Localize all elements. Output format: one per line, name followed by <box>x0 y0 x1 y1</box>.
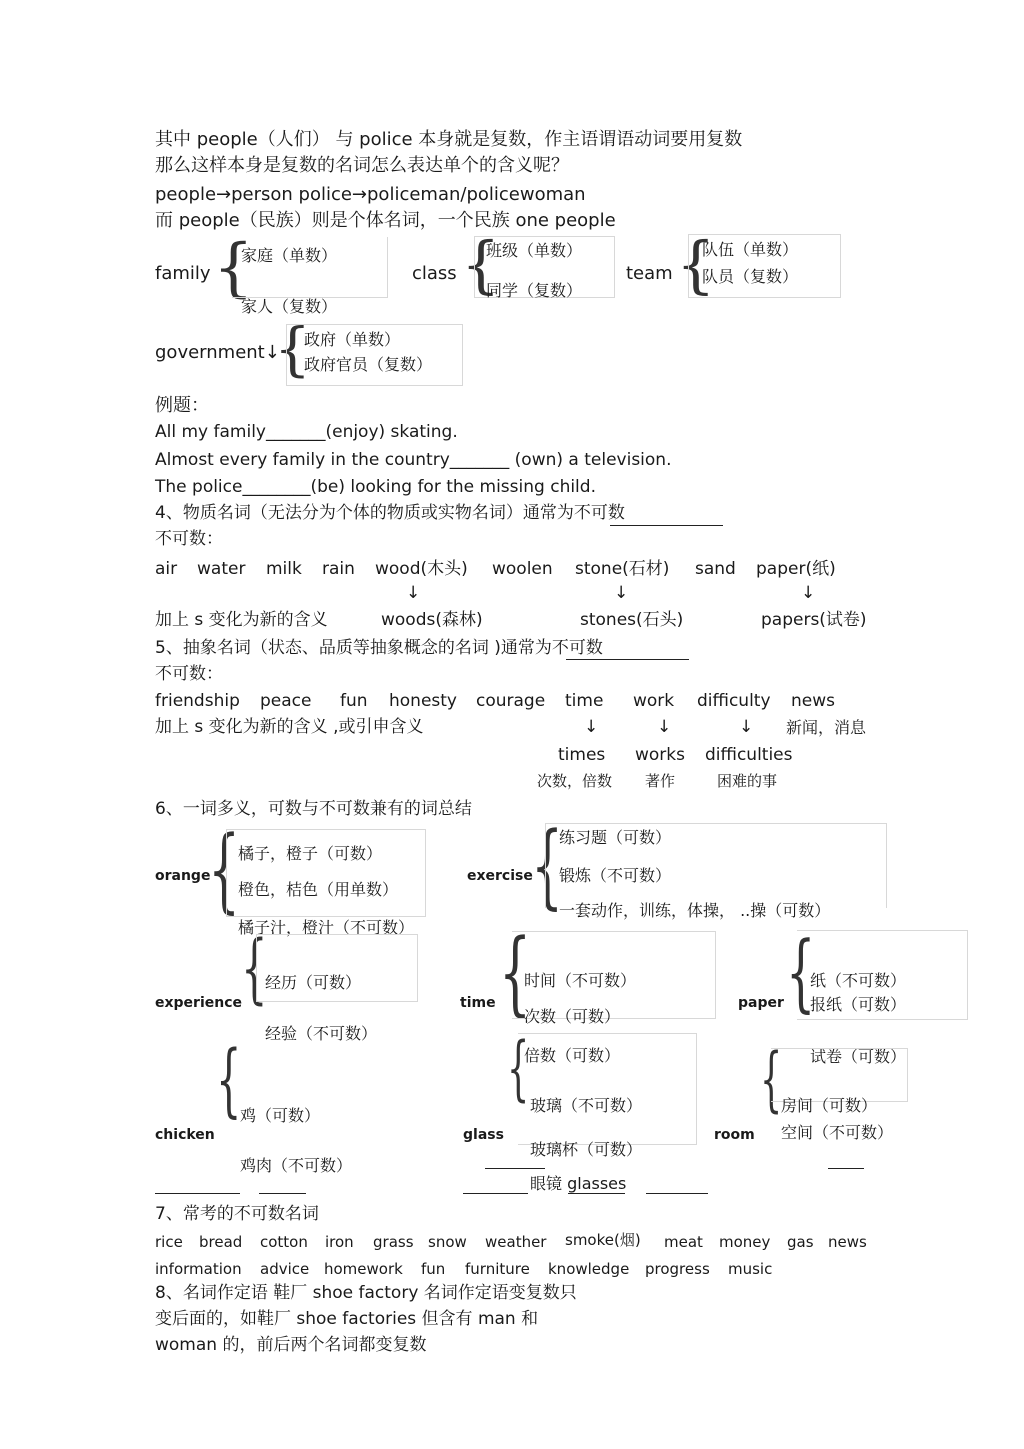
time-meaning: 时间（不可数） <box>524 971 637 990</box>
example-3: The police________(be) looking for the missing child. <box>155 477 596 497</box>
class-meaning-1: 班级（单数） <box>486 241 583 260</box>
material-plus-s: 加上 s 变化为新的含义 <box>155 610 328 630</box>
underline <box>610 525 723 526</box>
class-meaning-2: 同学（复数） <box>486 281 583 300</box>
left-brace-icon: { <box>676 228 716 301</box>
paper-meaning: 试卷（可数） <box>810 1047 907 1066</box>
government-word: government↓ <box>155 342 280 363</box>
uncountable-word: homework <box>324 1260 403 1278</box>
uncountable-word: knowledge <box>548 1260 630 1278</box>
chicken-word: chicken <box>155 1127 215 1143</box>
section-4-uncountable-label: 不可数： <box>155 529 223 549</box>
uncountable-word: fun <box>421 1260 446 1278</box>
exercise-meaning: 练习题（可数） <box>559 828 672 847</box>
paper-meaning: 纸（不可数） <box>810 971 907 990</box>
abstract-word: courage <box>476 691 546 711</box>
time-word: time <box>460 995 496 1011</box>
abstract-word: news <box>791 691 835 711</box>
uncountable-word: money <box>719 1233 771 1251</box>
abstract-meaning: 困难的事 <box>717 772 778 790</box>
examples-heading: 例题： <box>155 395 209 416</box>
material-word: water <box>197 559 246 579</box>
uncountable-word: furniture <box>465 1260 530 1278</box>
material-word: paper(纸) <box>756 559 836 579</box>
uncountable-word: news <box>828 1233 867 1251</box>
material-word: milk <box>266 559 302 579</box>
orange-meaning: 橙色，桔色（用单数） <box>238 880 399 899</box>
section-5-uncountable-label: 不可数： <box>155 664 223 684</box>
exercise-word: exercise <box>467 868 533 884</box>
uncountable-word: grass <box>373 1233 414 1251</box>
down-arrow-icon: ↓ <box>657 717 672 737</box>
glass-box <box>518 1033 697 1145</box>
material-word: woolen <box>492 559 553 579</box>
team-word: team <box>626 263 673 284</box>
left-brace-icon: { <box>760 1038 783 1120</box>
time-meaning: 次数（可数） <box>524 1007 621 1026</box>
left-brace-icon: { <box>241 923 268 1012</box>
government-meaning-2: 政府官员（复数） <box>304 355 433 374</box>
abstract-word: time <box>565 691 604 711</box>
exercise-meaning: 一套动作，训练，体操， ..操（可数） <box>559 901 831 920</box>
uncountable-word: meat <box>664 1233 703 1251</box>
paper-word: paper <box>738 995 784 1011</box>
uncountable-word: bread <box>199 1233 243 1251</box>
abstract-meaning: 次数，倍数 <box>537 772 613 790</box>
underline <box>566 659 689 660</box>
left-brace-icon: { <box>213 231 254 305</box>
chicken-meaning: 鸡（可数） <box>240 1106 321 1125</box>
down-arrow-icon: ↓ <box>584 717 599 737</box>
family-word: family <box>155 263 211 284</box>
abstract-changed-word: difficulties <box>705 745 793 765</box>
orange-box <box>226 829 426 917</box>
uncountable-word: snow <box>428 1233 467 1251</box>
section-8-line-3: woman 的，前后两个名词都变复数 <box>155 1335 427 1355</box>
material-word: stone(石材) <box>575 559 670 579</box>
material-word: sand <box>695 559 736 579</box>
material-changed-word: woods(森林) <box>381 610 483 630</box>
uncountable-word: smoke(烟) <box>565 1231 641 1249</box>
left-brace-icon: { <box>461 228 501 301</box>
uncountable-word: gas <box>787 1233 814 1251</box>
uncountable-word: rice <box>155 1233 183 1251</box>
intro-line-4: 而 people（民族）则是个体名词，一个民族 one people <box>155 210 616 231</box>
government-meaning-1: 政府（单数） <box>304 330 401 349</box>
family-meaning-1: 家庭（单数） <box>241 246 338 265</box>
exercise-meaning: 锻炼（不可数） <box>559 866 672 885</box>
underline <box>463 1193 528 1194</box>
abstract-word: peace <box>260 691 312 711</box>
glass-word: glass <box>463 1127 504 1143</box>
section-6-heading: 6、一词多义，可数与不可数兼有的词总结 <box>155 799 472 819</box>
material-word: wood(木头) <box>375 559 468 579</box>
down-arrow-icon: ↓ <box>614 583 629 603</box>
experience-meaning: 经验（不可数） <box>265 1024 378 1043</box>
intro-line-3: people→person police→policeman/policewoman <box>155 184 586 205</box>
material-changed-word: stones(石头) <box>580 610 684 630</box>
intro-line-2: 那么这样本身是复数的名词怎么表达单个的含义呢？ <box>155 155 569 176</box>
chicken-meaning: 鸡肉（不可数） <box>240 1156 353 1175</box>
section-5-heading: 5、抽象名词（状态、品质等抽象概念的名词 )通常为不可数 <box>155 638 603 658</box>
underline <box>259 1193 306 1194</box>
left-brace-icon: { <box>531 812 564 919</box>
uncountable-word: iron <box>325 1233 354 1251</box>
abstract-word: work <box>633 691 675 711</box>
orange-word: orange <box>155 868 211 884</box>
class-word: class <box>412 263 457 284</box>
uncountable-word: cotton <box>260 1233 308 1251</box>
abstract-changed-word: works <box>635 745 685 765</box>
glass-meaning: 玻璃杯（可数） <box>530 1140 643 1159</box>
left-brace-icon: { <box>216 1033 242 1126</box>
abstract-word: difficulty <box>697 691 771 711</box>
left-brace-icon: { <box>208 816 241 923</box>
family-meaning-2: 家人（复数） <box>241 297 338 316</box>
abstract-word: honesty <box>389 691 457 711</box>
down-arrow-icon: ↓ <box>739 717 754 737</box>
orange-meaning: 橘子，橙子（可数） <box>238 844 383 863</box>
underline <box>155 1193 240 1194</box>
material-changed-word: papers(试卷) <box>761 610 867 630</box>
example-1: All my family_______(enjoy) skating. <box>155 422 458 442</box>
team-meaning-1: 队伍（单数） <box>702 240 799 259</box>
uncountable-word: progress <box>645 1260 710 1278</box>
down-arrow-icon: ↓ <box>801 583 816 603</box>
abstract-word: fun <box>340 691 368 711</box>
example-2: Almost every family in the country_______ (own) a television. <box>155 450 672 470</box>
uncountable-word: weather <box>485 1233 547 1251</box>
glass-meaning: 眼镜 glasses <box>530 1174 627 1193</box>
orange-meaning: 橘子汁，橙汁（不可数） <box>238 918 415 937</box>
uncountable-word: music <box>728 1260 773 1278</box>
down-arrow-icon: ↓ <box>406 583 421 603</box>
experience-word: experience <box>155 995 243 1011</box>
room-meaning: 空间（不可数） <box>781 1123 894 1142</box>
uncountable-word: information <box>155 1260 242 1278</box>
time-meaning: 倍数（可数） <box>524 1046 621 1065</box>
left-brace-icon: { <box>507 1027 530 1109</box>
abstract-changed-word: times <box>558 745 606 765</box>
room-box <box>771 1048 908 1102</box>
left-brace-icon: { <box>786 923 816 1021</box>
experience-meaning: 经历（可数） <box>265 973 362 992</box>
uncountable-word: advice <box>260 1260 310 1278</box>
material-word: air <box>155 559 178 579</box>
left-brace-icon: { <box>499 919 532 1026</box>
section-7-heading: 7、常考的不可数名词 <box>155 1204 319 1224</box>
left-brace-icon: { <box>274 315 311 383</box>
section-4-heading: 4、物质名词（无法分为个体的物质或实物名词）通常为不可数 <box>155 503 625 523</box>
underline <box>568 1193 625 1194</box>
underline <box>828 1168 864 1169</box>
room-word: room <box>714 1127 755 1143</box>
news-meaning: 新闻，消息 <box>786 718 867 737</box>
section-8-line-1: 8、名词作定语 鞋厂 shoe factory 名词作定语变复数只 <box>155 1283 577 1303</box>
underline <box>646 1193 708 1194</box>
abstract-plus-s: 加上 s 变化为新的含义 ,或引申含义 <box>155 717 424 737</box>
room-meaning: 房间（可数） <box>781 1096 878 1115</box>
team-meaning-2: 队员（复数） <box>702 267 799 286</box>
paper-meaning: 报纸（可数） <box>810 995 907 1014</box>
abstract-meaning: 著作 <box>645 772 676 790</box>
section-8-line-2: 变后面的，如鞋厂 shoe factories 但含有 man 和 <box>155 1309 539 1329</box>
material-word: rain <box>322 559 355 579</box>
intro-line-1: 其中 people（人们） 与 police 本身就是复数，作主语谓语动词要用复数 <box>155 129 743 150</box>
underline <box>485 1168 545 1169</box>
glass-meaning: 玻璃（不可数） <box>530 1096 643 1115</box>
abstract-word: friendship <box>155 691 240 711</box>
